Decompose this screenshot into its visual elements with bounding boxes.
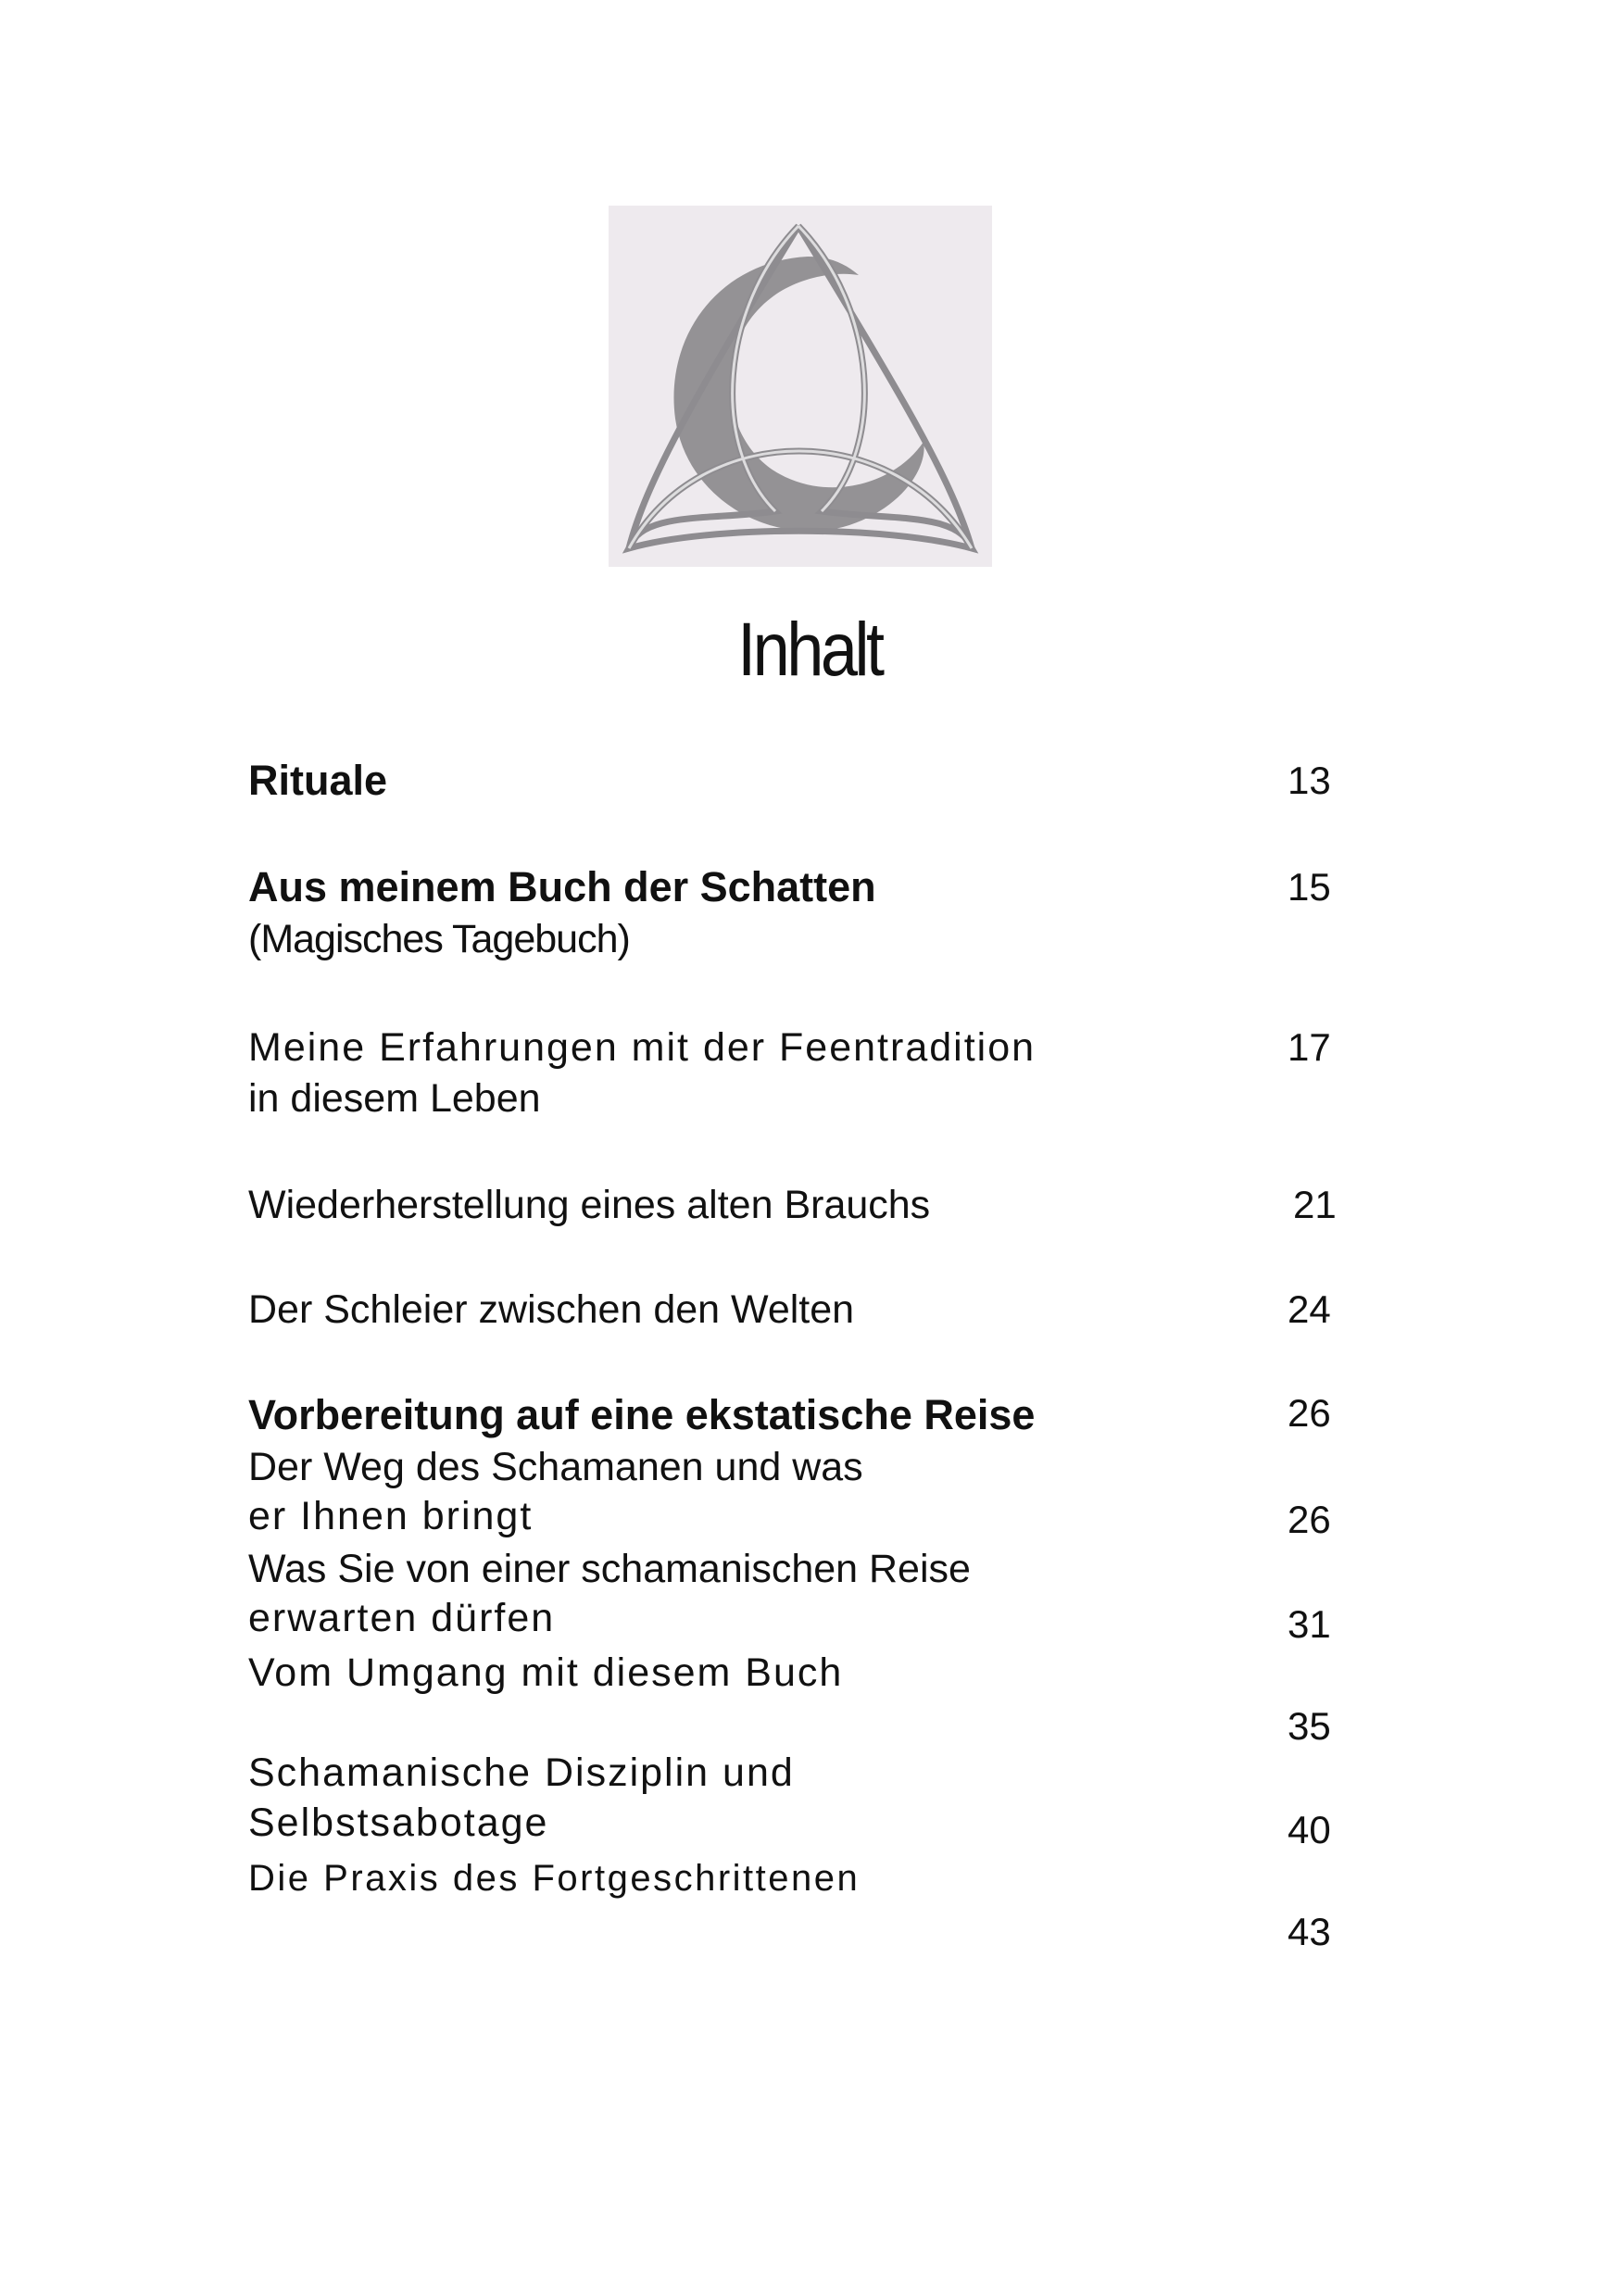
toc-entry-title-line2: in diesem Leben: [248, 1076, 541, 1121]
toc-page-number: 15: [1288, 865, 1331, 909]
toc-entry-title: Die Praxis des Fortgeschrittenen: [248, 1858, 861, 1899]
toc-page-number: 31: [1288, 1602, 1331, 1646]
toc-entry-title: Wiederherstellung eines alten Brauchs: [248, 1183, 931, 1227]
toc-page-number: 40: [1288, 1808, 1331, 1851]
toc-entry-title-line2: Selbstsabotage: [248, 1800, 549, 1845]
toc-entry-title: Der Schleier zwischen den Welten: [248, 1287, 855, 1332]
triquetra-crescent-moon-icon: [609, 206, 992, 567]
toc-page-number: 35: [1288, 1704, 1331, 1748]
toc-entry-title-line2: erwarten dürfen: [248, 1596, 556, 1640]
toc-page-number: 24: [1288, 1287, 1331, 1331]
toc-entry-title: Vorbereitung auf eine ekstatische Reise: [248, 1391, 1036, 1438]
toc-entry-title: Aus meinem Buch der Schatten: [248, 863, 876, 910]
toc-entry-title: Rituale: [248, 757, 388, 804]
toc-page-number: 26: [1288, 1391, 1331, 1435]
toc-entry-title: Was Sie von einer schamanischen Reise: [248, 1547, 971, 1591]
toc-entry-title: Schamanische Disziplin und: [248, 1750, 795, 1795]
toc-page-number: 43: [1288, 1910, 1331, 1953]
toc-page-number: 21: [1293, 1183, 1337, 1226]
toc-page-number: 17: [1288, 1025, 1331, 1069]
toc-page-number: 13: [1288, 759, 1331, 802]
toc-entry-title-line2: er Ihnen bringt: [248, 1494, 534, 1538]
toc-entry-title: Vom Umgang mit diesem Buch: [248, 1650, 844, 1695]
toc-entry-subtitle: (Magisches Tagebuch): [248, 917, 630, 961]
page-title: Inhalt: [737, 608, 882, 692]
toc-entry-title: Der Weg des Schamanen und was: [248, 1445, 863, 1489]
toc-entry-title: Meine Erfahrungen mit der Feentradition: [248, 1025, 1037, 1070]
toc-page-number: 26: [1288, 1498, 1331, 1541]
